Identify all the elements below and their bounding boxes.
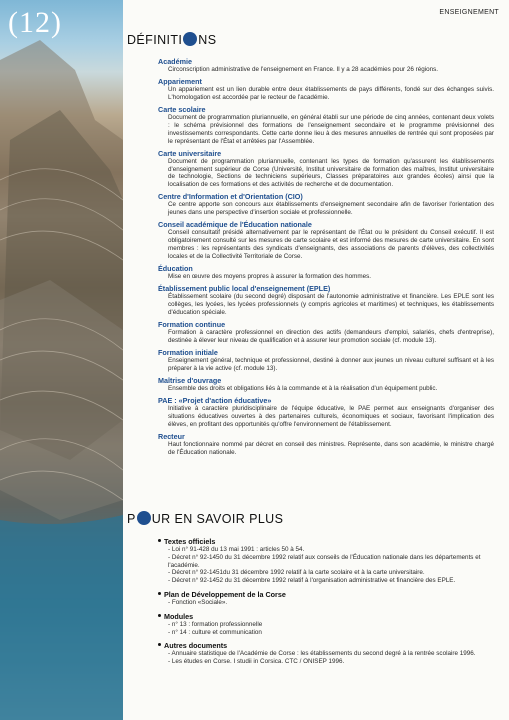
reference-heading-text: Autres documents <box>164 641 228 651</box>
definition-text: Établissement scolaire (du second degré) disposant de l'autonomie administrative et financière. Les EPLE sont les collèges, les lycées, les lycées professionnels (y compris agricoles et maritimes) et techniques, les établissements d'éducation spéciale. <box>168 293 494 316</box>
definition-entry <box>158 396 494 428</box>
definition-term: Formation continue <box>158 319 226 329</box>
reference-heading <box>158 641 494 650</box>
definition-text: Mise en œuvre des moyens propres à assurer la formation des hommes. <box>168 272 371 280</box>
definition-entry <box>158 192 494 217</box>
reference-heading-text: Textes officiels <box>164 537 216 546</box>
rock-strata-illustration <box>0 0 123 720</box>
bullet-icon <box>158 539 161 542</box>
definition-term: Maîtrise d'ouvrage <box>158 375 222 385</box>
reference-item: - Décret n° 92-1452 du 31 décembre 1992 relatif à l'organisation administrative et financière des EPLE. <box>168 577 456 585</box>
definition-entry <box>158 149 494 189</box>
definitions-title-end: NS <box>198 33 217 47</box>
reference-item: - Décret n° 92-1450 du 31 décembre 1992 relatif aux conseils de l'Éducation nationale dans les départements et l'académie. <box>168 553 481 569</box>
bullet-icon <box>158 614 161 617</box>
definition-entry <box>158 77 494 102</box>
definition-entry <box>158 220 494 260</box>
definition-text: Conseil consultatif présidé alternativement par le représentant de l'État ou le président du Conseil exécutif. Il est obligatoirement consulté sur les mesures de carte scolaire et est informé des mesures de carte universitaire. En sont membres : les représentants des syndicats d'enseignants, des associations de parents d'élèves, des collectivités locales et de la Collectivité Territoriale de Corse. <box>168 229 494 260</box>
definition-text: Haut fonctionnaire nommé par décret en conseil des ministres. Représente, dans son académie, le ministre chargé de l'Éducation nationale. <box>168 440 494 456</box>
definition-entry <box>158 348 494 373</box>
definition-term: Carte scolaire <box>158 105 206 115</box>
definition-text: Formation à caractère professionnel en direction des actifs (demandeurs d'emploi, salariés, chefs d'entreprise), destinée à élever leur niveau de qualification et à assurer leur promotion sociale (cf. module 13). <box>168 328 494 344</box>
definition-text: Ce centre apporte son concours aux établissements d'enseignement secondaire afin de favoriser l'orientation des jeunes dans une perspective d'insertion sociale et professionnelle. <box>168 201 494 217</box>
definitions-list <box>158 57 494 460</box>
reference-section <box>158 641 494 666</box>
reference-heading <box>158 537 494 546</box>
bullet-icon <box>158 592 161 595</box>
definition-entry <box>158 264 494 281</box>
definition-term: Appariement <box>158 77 202 87</box>
definition-entry <box>158 57 494 74</box>
reference-item: - Décret n° 92-1451du 31 décembre 1992 relatif à la carte scolaire et à la carte universitaire. <box>168 569 425 577</box>
definition-term: Conseil académique de l'Éducation nationale <box>158 220 312 230</box>
reference-heading <box>158 612 494 621</box>
title-o-dot-icon <box>183 32 197 46</box>
definition-text: Ensemble des droits et obligations liés à la commande et à la réalisation d'un équipement public. <box>168 384 438 392</box>
title-o-dot-icon <box>137 511 151 525</box>
reference-heading-text: Modules <box>164 611 194 621</box>
definition-term: Centre d'Information et d'Orientation (CIO) <box>158 192 303 202</box>
definition-text: Un appariement est un lien durable entre deux établissements de pays différents, fondé sur des échanges suivis. L'homologation est accordée par le recteur de l'académie. <box>168 86 494 101</box>
definition-term: Formation initiale <box>158 347 218 357</box>
definition-term: Éducation <box>158 263 193 273</box>
definition-entry <box>158 376 494 393</box>
definition-term: PAE : «Projet d'action éducative» <box>158 396 272 406</box>
reference-section <box>158 612 494 637</box>
reference-section <box>158 590 494 607</box>
definitions-title-start: DÉFINITI <box>127 33 183 47</box>
section-header-tag: ENSEIGNEMENT <box>439 9 499 16</box>
reference-item: - Les études en Corse. I studii in Corsica. CTC / ONISEP 1996. <box>168 658 345 666</box>
reference-item: - Loi n° 91-428 du 13 mai 1991 : articles 50 à 54. <box>168 546 305 553</box>
definition-text: Document de programmation pluriannuelle, contenant les types de formation qu'assurent les établissements d'enseignement supérieur de Corse (Université, Institut universitaire de formation des maîtres, Institut universitaire de technologie, Sections de techniciens supérieurs, Classes préparatoires aux grandes écoles) ainsi que la localisation de ces formations et des activités de recherche et de documentation. <box>168 157 494 189</box>
en-savoir-plus-title-start: P <box>127 512 136 526</box>
coastal-cliff-photo <box>0 0 123 720</box>
en-savoir-plus-title <box>127 511 283 526</box>
definition-entry <box>158 284 494 316</box>
reference-heading-text: Plan de Développement de la Corse <box>164 589 286 599</box>
definition-term: Établissement public local d'enseignement (EPLE) <box>158 284 331 294</box>
definition-entry <box>158 105 494 145</box>
en-savoir-plus-title-end: UR EN SAVOIR PLUS <box>151 512 284 526</box>
en-savoir-plus-list <box>158 537 494 671</box>
reference-item: - n° 13 : formation professionnelle <box>168 620 263 628</box>
reference-heading <box>158 590 494 599</box>
reference-item: - Fonction «Sociale». <box>168 598 228 606</box>
definition-term: Académie <box>158 57 192 66</box>
definition-term: Recteur <box>158 431 185 441</box>
definition-text: Enseignement général, technique et professionnel, destiné à donner aux jeunes un niveau culturel suffisant et à les préparer à la vie active (cf. module 13). <box>168 356 494 372</box>
reference-item: - Annuaire statistique de l'Académie de Corse : les établissements du second degré à la rentrée scolaire 1996. <box>168 650 476 658</box>
definition-text: Circonscription administrative de l'enseignement en France. Il y a 28 académies pour 26 régions. <box>168 66 439 73</box>
bullet-icon <box>158 643 161 646</box>
definitions-title <box>127 32 216 47</box>
page-number: (12) <box>8 6 62 39</box>
reference-item: - n° 14 : culture et communication <box>168 628 262 636</box>
reference-section <box>158 537 494 585</box>
definition-entry <box>158 432 494 457</box>
definition-entry <box>158 320 494 345</box>
definition-text: Initiative à caractère pluridisciplinaire de l'équipe éducative, le PAE permet aux enseignants d'organiser des situations éducatives ouvertes à des partenaires culturels, économiques et sociaux, favorisant l'implication des élèves, en profitant des opportunités qu'offre l'environnement de l'établissement. <box>168 405 494 428</box>
definition-term: Carte universitaire <box>158 148 222 158</box>
definition-text: Document de programmation pluriannuelle, en général établi sur une période de cinq années, contenant deux volets : le schéma prévisionnel des formations de l'enseignement secondaire et le programme prévisionnel des investissements correspondants. Cette carte donne lieu à des mesures annuelles de rentrée qui sont proposées par le représentant de l'État et arrêtées par l'Assemblée. <box>168 114 494 145</box>
